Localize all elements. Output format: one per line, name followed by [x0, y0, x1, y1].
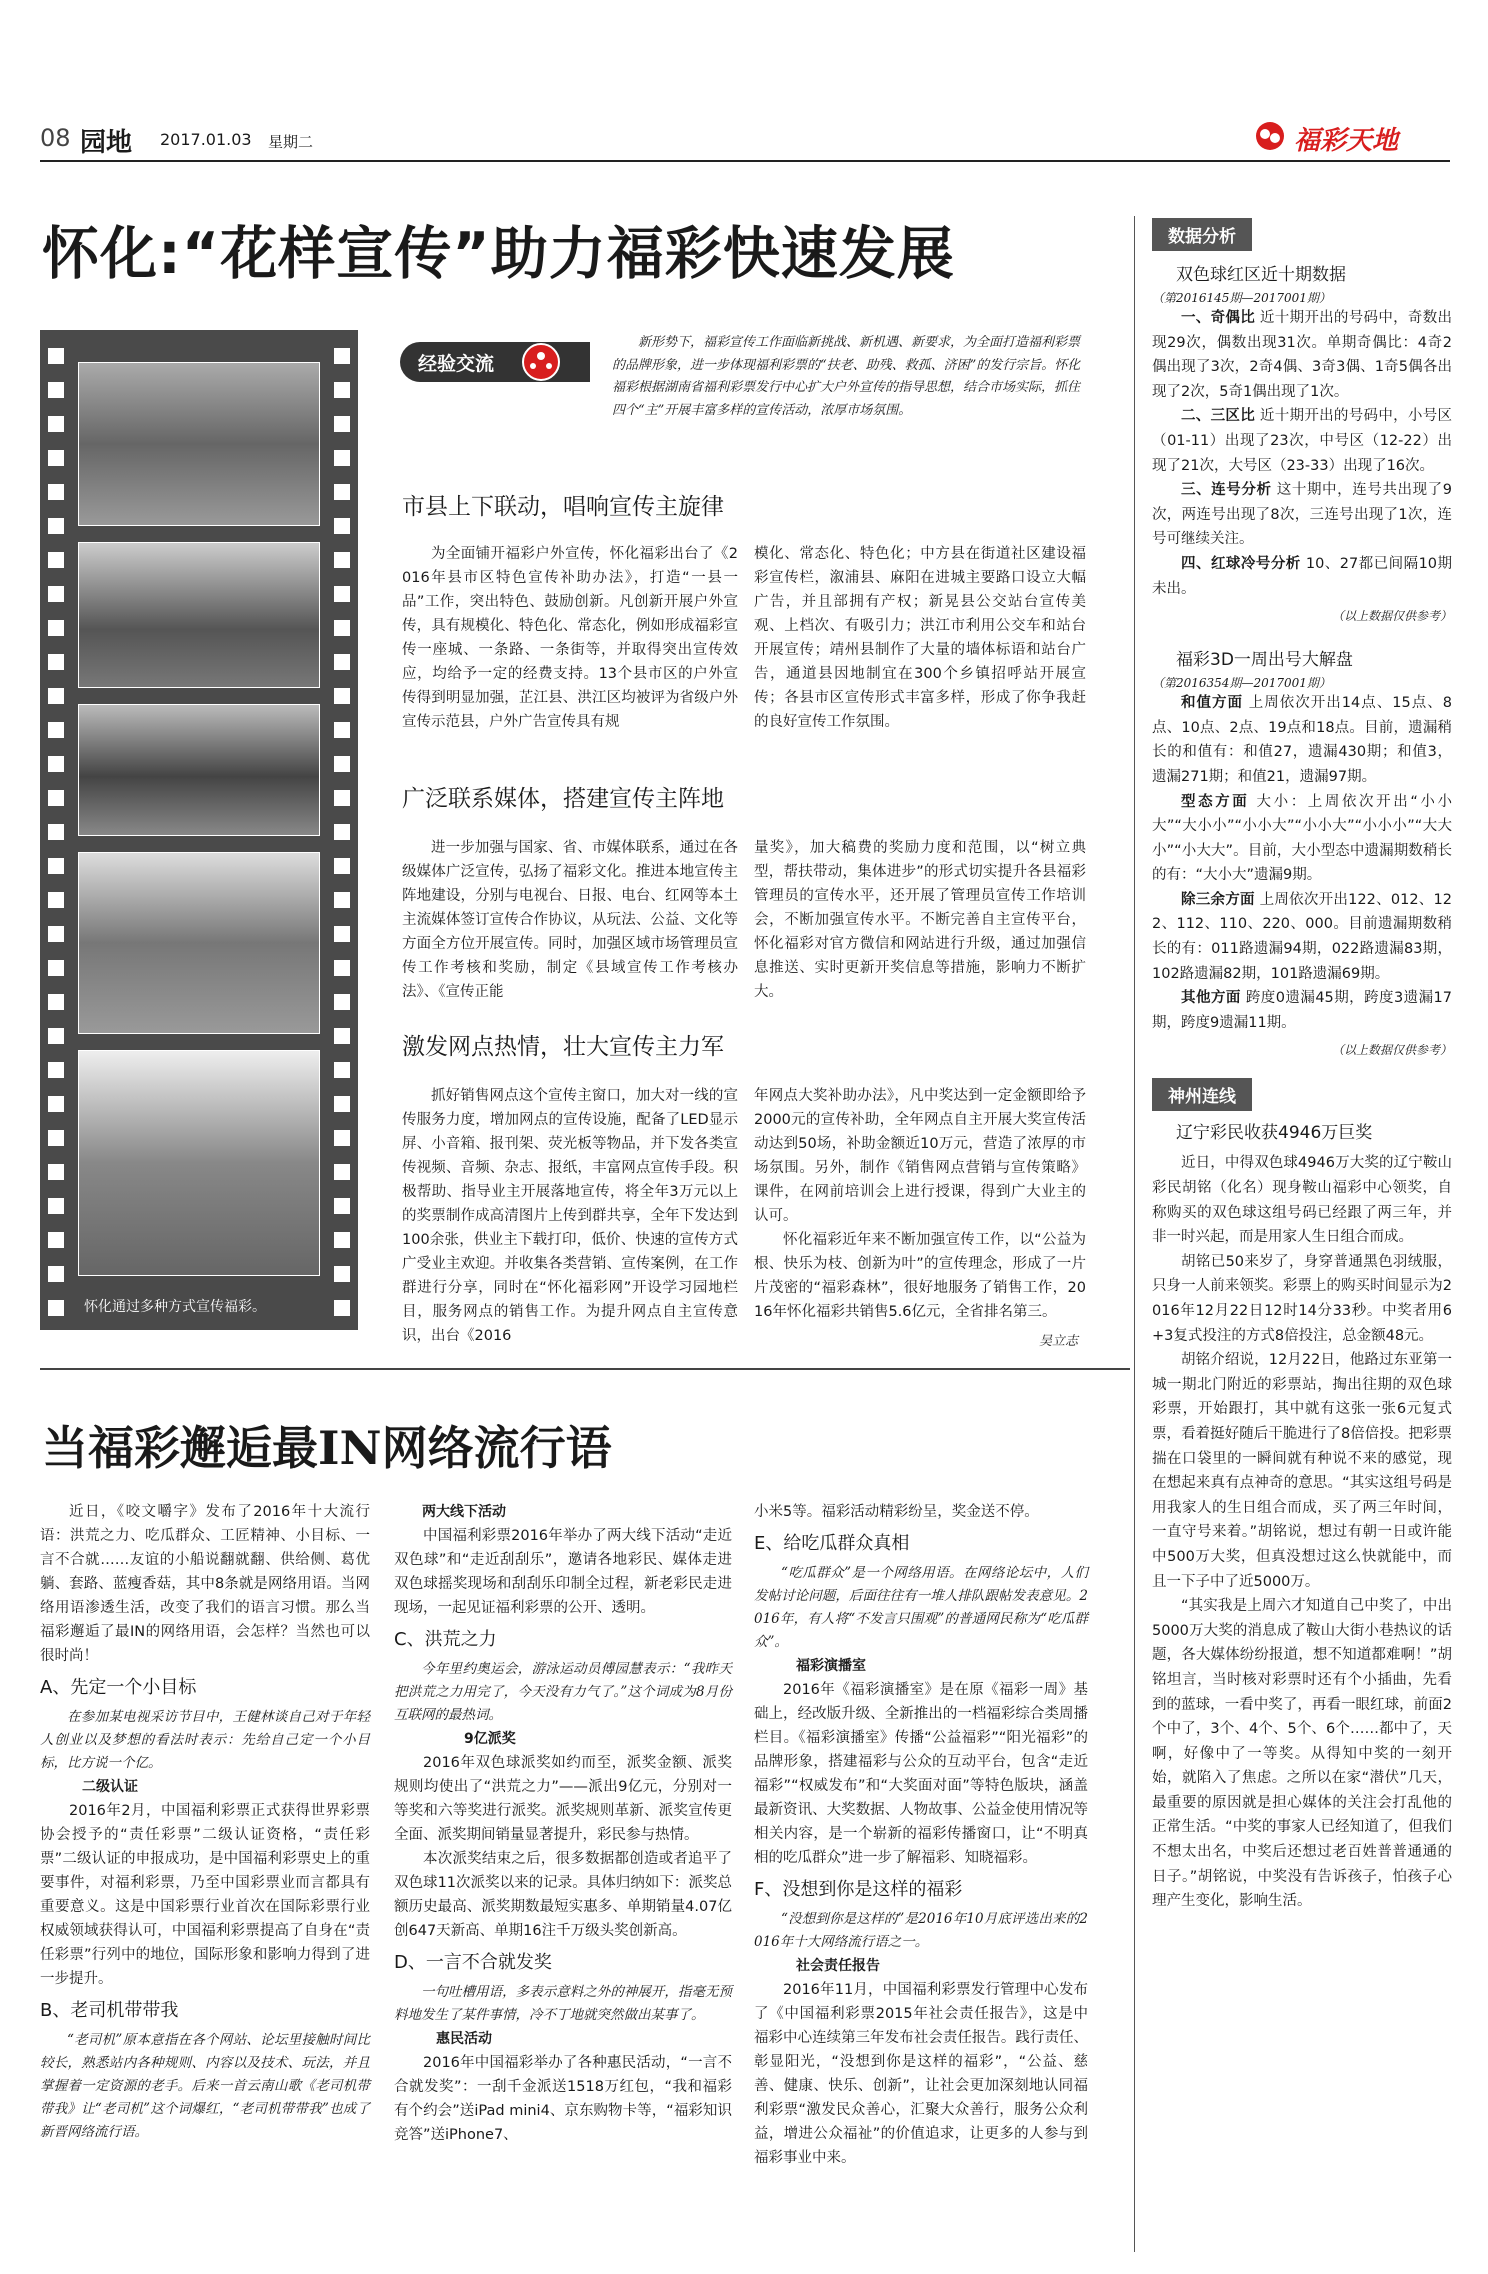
a2-body-c2: 本次派奖结束之后，很多数据都创造或者追平了双色球11次派奖以来的记录。具体归纳如下：派奖总额历史最高、派奖期数最短实惠多、单期销量4.07亿创647天新高、单期16注千万级头奖创新高。	[394, 1851, 732, 1939]
a2-item-text: 大小：上周依次开出“小小大”“大小小”“小小大”“小小大”“小小小”“大大小”“小大大”。目前，大小型态中遗漏期数稍长的有：“大小大”遗漏9期。	[1152, 793, 1453, 884]
film-holes-right	[334, 330, 350, 1330]
section2-left: 进一步加强与国家、省、市媒体联系，通过在各级媒体广泛宣传，弘扬了福彩文化。推进本地宣传主阵地建设，分别与电视台、日报、电台、红网等本土主流媒体签订宣传合作协议，从玩法、公益、文化等方面全方位开展宣传。同时，加强区域市场管理员宣传工作考核和奖励，制定《县域宣传工作考核办法》、《宣传正能	[402, 840, 738, 1000]
a3-para: 胡铭已50来岁了，身穿普通黑色羽绒服，只身一人前来领奖。彩票上的购买时间显示为2016年12月22日12时14分33秒。中奖者用6+3复式投注的方式8倍投注，总金额48元。	[1152, 1253, 1452, 1344]
a2-section-d: D、一言不合就发奖	[394, 1952, 552, 1973]
a2-item	[1152, 790, 1452, 888]
article2-col2	[394, 1500, 732, 2147]
a1-item-label: 二、三区比	[1181, 408, 1255, 425]
a2-item-label: 其他方面	[1181, 990, 1241, 1007]
a2-section-b: B、老司机带带我	[40, 2000, 179, 2021]
a2-sub-c: 9亿派奖	[464, 1731, 516, 1747]
photo-bus-stop	[78, 542, 320, 688]
a2-section-f: F、没想到你是这样的福彩	[754, 1879, 963, 1900]
a2-sub-f: 社会责任报告	[796, 1958, 880, 1974]
article2-col1	[40, 1500, 370, 2144]
a2-item-label: 型态方面	[1181, 793, 1250, 810]
a2-body-cont: 小米5等。福彩活动精彩纷呈，奖金送不停。	[754, 1504, 1039, 1520]
a1-item	[1152, 478, 1452, 552]
a1-item	[1152, 306, 1452, 404]
a2-subtitle: （第2016354期—2017001期）	[1152, 676, 1331, 691]
a1-item	[1152, 552, 1452, 601]
a3-para: 胡铭介绍说，12月22日，他路过东亚第一城一期北门附近的彩票站，掏出往期的双色球彩票，开始跟打，其中就有这张一张6元复式票，看着挺好随后干脆进行了8倍倍投。把彩票揣在口袋里的一瞬间就有种说不来的感觉，现在想起来真有点神奇的意思。“其实这组号码是用我家人的生日组合而成，买了两三年时间，一直守号来着。”胡铭说，想过有朝一日或许能中500万大奖，但真没想过这么快就能中，而且一下子中了近5000万。	[1152, 1352, 1452, 1590]
brand-name: 福彩天地	[1294, 126, 1399, 156]
a2-item	[1152, 986, 1452, 1035]
section2-title: 广泛联系媒体，搭建宣传主阵地	[402, 786, 724, 812]
a2-item-label: 除三余方面	[1181, 891, 1255, 908]
photo-caption: 怀化通过多种方式宣传福彩。	[84, 1299, 266, 1315]
a2-sub-offline: 两大线下活动	[422, 1504, 506, 1520]
a2-note: （以上数据仅供参考）	[1331, 1043, 1452, 1058]
a1-item-text: 这十期中，连号共出现了9次，两连号出现了8次，三连号出现了1次，连号可继续关注。	[1152, 482, 1453, 548]
article-divider	[40, 1368, 1130, 1370]
tag-label: 经验交流	[418, 353, 495, 375]
a2-body-c1: 2016年双色球派奖如约而至，派奖金额、派奖规则均使出了“洪荒之力”——派出9亿元，分别对一等奖和六等奖进行派奖。派奖规则革新、派奖宣传更全面、派奖期间销量显著提升，彩民参与热情。	[394, 1755, 732, 1843]
a2-body-d: 2016年中国福彩举办了各种惠民活动，“一言不合就发奖”：一刮千金派送1518万红包，“我和福彩有个约会”送iPad mini4、京东购物卡等，“福彩知识竞答”送iPhone7、	[394, 2055, 732, 2143]
article1-title: 怀化:“花样宣传”助力福彩快速发展	[42, 221, 955, 287]
a2-body-e: 2016年《福彩演播室》是在原《福彩一周》基础上，经改版升级、全新推出的一档福彩综合类周播栏目。《福彩演播室》传播“公益福彩”“阳光福彩”的品牌形象，搭建福彩与公众的互动平台，包含“走近福彩”“权威发布”和“大奖面对面”等特色版块，涵盖最新资讯、大奖数据、人物故事、公益金使用情况等相关内容，是一个崭新的福彩传播窗口，让“不明真相的吃瓜群众”进一步了解福彩、知晓福彩。	[754, 1682, 1088, 1866]
a2-italic-b: “老司机”原本意指在各个网站、论坛里接触时间比较长，熟悉站内各种规则、内容以及技术、玩法，并且掌握着一定资源的老手。后来一首云南山歌《老司机带带我》让“老司机”这个词爆红，“老司机带带我”也成了新晋网络流行语。	[40, 2032, 370, 2140]
a1-item-text: 近十期开出的号码中，小号区（01-11）出现了23次，中号区（12-22）出现了21次，大号区（23-33）出现了16次。	[1152, 408, 1453, 474]
a2-section-e: E、给吃瓜群众真相	[754, 1533, 910, 1554]
article1-author: 吴立志	[1038, 1334, 1078, 1349]
sidebar-header-data: 数据分析	[1152, 218, 1252, 251]
a2-item-text: 跨度0遗漏45期，跨度3遗漏17期，跨度9遗漏11期。	[1152, 990, 1453, 1031]
a2-body-a: 2016年2月，中国福利彩票正式获得世界彩票协会授予的“责任彩票”二级认证资格，“责任彩票”二级认证的申报成功，是中国福利彩票史上的重要事件，对福利彩票，乃至中国彩票业而言都具有重要意义。这是中国彩票行业首次在国际彩票行业权威领域获得认可，中国福利彩票提高了自身在“责任彩票”行列中的地位，国际形象和影响力得到了进一步提升。	[40, 1803, 370, 1987]
a2-italic-f: “没想到你是这样的”是2016年10月底评选出来的2016年十大网络流行语之一。	[754, 1911, 1088, 1950]
section2-right: 量奖》，加大稿费的奖励力度和范围，以“树立典型，帮扶带动，集体进步”的形式切实提升各县福彩管理员的宣传水平，还开展了管理员宣传工作培训会，不断加强宣传水平。不断完善自主宣传平台，怀化福彩对官方微信和网站进行升级，通过加强信息推送、实时更新开奖信息等措施，影响力不断扩大。	[754, 840, 1086, 1000]
a2-title: 福彩3D一周出号大解盘	[1176, 650, 1353, 671]
article2-col3	[754, 1500, 1088, 2170]
a3-para: 近日，中得双色球4946万大奖的辽宁鞍山彩民胡铭（化名）现身鞍山福彩中心领奖，自称购买的双色球这组号码已经跟了两三年，并非一时兴起，而是用家人生日组合而成。	[1152, 1155, 1452, 1246]
a2-item	[1152, 888, 1452, 986]
a1-item-label: 一、奇偶比	[1181, 310, 1255, 326]
a2-section-c: C、洪荒之力	[394, 1629, 497, 1650]
section3-left: 抓好销售网点这个宣传主窗口，加大对一线的宣传服务力度，增加网点的宣传设施，配备了LED显示屏、小音箱、报刊架、荧光板等物品，并下发各类宣传视频、音频、杂志、报纸，丰富网点宣传手段。积极帮助、指导业主开展落地宣传，将全年3万元以上的奖票制作成高清图片上传到群共享，全年下发达到100余张，供业主下载打印，低价、快速的宣传方式广受业主欢迎。并收集各类营销、宣传案例，在工作群进行分享，同时在“怀化福彩网”开设学习园地栏目，服务网点的销售工作。为提升网点自主宣传意识，出台《2016	[402, 1088, 738, 1344]
a2-italic-d: 一句吐槽用语，多表示意料之外的神展开，指毫无预料地发生了某件事情，冷不丁地就突然做出某事了。	[394, 1984, 732, 2023]
a3-para: “其实我是上周六才知道自己中奖了，中出5000万大奖的消息成了鞍山大街小巷热议的话题，各大媒体纷纷报道，想不知道都难啊！”胡铭坦言，当时核对彩票时还有个小插曲，先看到的蓝球，一看中奖了，再看一眼红球，前面2个中了，3个、4个、5个、6个……都中了，天啊，好像中了一等奖。从得知中奖的一刻开始，就陷入了焦虑。之所以在家“潜伏”几天，最重要的原因就是担心媒体的关注会打乱他的正常生活。“中奖的事家人已经知道了，但我们不想太出名，中奖后还想过老百姓普普通通的日子。”胡铭说，中奖没有告诉孩子，怕孩子心理产生变化，影响生活。	[1152, 1598, 1452, 1910]
experience-tag	[400, 342, 590, 382]
a2-italic-c: 今年里约奥运会，游泳运动员傅园慧表示：“我昨天把洪荒之力用完了，今天没有力气了。”这个词成为8月份互联网的最热词。	[394, 1661, 732, 1723]
a2-body-f: 2016年11月，中国福利彩票发行管理中心发布了《中国福利彩票2015年社会责任报告》，这是中福彩中心连续第三年发布社会责任报告。践行责任、彰显阳光，“没想到你是这样的福彩”，“公益、慈善、健康、快乐、创新”，让社会更加深刻地认同福利彩票“激发民众善心，汇聚大众善行，服务公众利益，增进公众福祉”的价值追求，让更多的人参与到福彩事业中来。	[754, 1982, 1088, 2166]
section3-right	[754, 1084, 1086, 1355]
a2-section-a: A、先定一个小目标	[40, 1677, 197, 1698]
a1-item-text: 近十期开出的号码中，奇数出现29次，偶数出现31次。单期奇偶比：4奇2偶出现了3次，2奇4偶、3奇3偶、1奇5偶各出现了2次，5奇1偶出现了1次。	[1152, 310, 1453, 400]
a1-item-label: 三、连号分析	[1181, 482, 1272, 499]
people-icon	[522, 343, 560, 381]
section3-title: 激发网点热情，壮大宣传主力军	[402, 1034, 724, 1060]
a2-sub-e: 福彩演播室	[796, 1658, 866, 1674]
a2-italic-a: 在参加某电视采访节目中，王健林谈自己对于年轻人创业以及梦想的看法时表示：先给自己定一个小目标，比方说一个亿。	[40, 1709, 370, 1771]
section-name: 园地	[80, 128, 133, 158]
sidebar	[1152, 218, 1452, 1914]
photo-bus	[78, 704, 320, 836]
section1-right: 模化、常态化、特色化；中方县在街道社区建设福彩宣传栏，溆浦县、麻阳在进城主要路口设立大幅广告，并且部拥有产权；新晃县公交站台宣传美观、上档次、有吸引力；洪江市利用公交车和站台开展宣传；靖州县制作了大量的墙体标语和站台广告，通道县因地制宜在300个乡镇招呼站开展宣传；各县市区宣传形式丰富多样，形成了你争我赶的良好宣传工作氛围。	[754, 546, 1086, 730]
a3-title: 辽宁彩民收获4946万巨奖	[1176, 1123, 1373, 1144]
a2-item-text: 上周依次开出122、012、122、112、110、220、000。目前遗漏期数稍长的有：011路遗漏94期，022路遗漏83期，102路遗漏82期，101路遗漏69期。	[1152, 891, 1453, 982]
sidebar-divider	[1134, 216, 1135, 2252]
a1-note: （以上数据仅供参考）	[1331, 609, 1452, 624]
article1-intro: 新形势下，福彩宣传工作面临新挑战、新机遇、新要求，为全面打造福利彩票的品牌形象，进一步体现福利彩票的“扶老、助残、救孤、济困”的发行宗旨。怀化福彩根据湖南省福利彩票发行中心扩大户外宣传的指导思想，结合市场实际，抓住四个“主”开展丰富多样的宣传活动，浓厚市场氛围。	[612, 335, 1081, 418]
a2-item-label: 和值方面	[1181, 695, 1244, 712]
a2-sub-a: 二级认证	[82, 1779, 138, 1795]
a2-intro: 近日，《咬文嚼字》发布了2016年十大流行语：洪荒之力、吃瓜群众、工匠精神、小目标、一言不合就……友谊的小船说翻就翻、供给侧、葛优躺、套路、蓝瘦香菇，其中8条就是网络用语。当网络用语渗透生活，改变了我们的语言习惯。那么当福彩邂逅了最IN的网络用语，会怎样？当然也可以很时尚！	[40, 1504, 370, 1664]
a1-title: 双色球红区近十期数据	[1176, 265, 1346, 285]
page-header	[40, 118, 1450, 162]
photo-billboard	[78, 362, 320, 526]
a1-subtitle: （第2016145期—2017001期）	[1152, 291, 1331, 305]
section3-right-p2: 怀化福彩近年来不断加强宣传工作，以“公益为根、快乐为枝、创新为叶”的宣传理念，形成了一片片茂密的“福彩森林”，很好地服务了销售工作，2016年怀化福彩共销售5.6亿元，全省排名第三。	[754, 1232, 1086, 1320]
section1-title: 市县上下联动，唱响宣传主旋律	[402, 494, 724, 520]
a1-item-label: 四、红球冷号分析	[1181, 555, 1301, 572]
a2-sub-d: 惠民活动	[436, 2031, 492, 2047]
a1-item-text: 10、27都已间隔10期未出。	[1152, 555, 1453, 597]
sidebar-header-news: 神州连线	[1152, 1078, 1252, 1111]
photo-wall-ad	[78, 852, 320, 1034]
page-number: 08	[40, 124, 71, 152]
weekday: 星期二	[268, 133, 314, 151]
a2-list	[1152, 691, 1452, 1035]
section1-left: 为全面铺开福彩户外宣传，怀化福彩出台了《2016年县市区特色宣传补助办法》，打造“一县一品”工作，突出特色、鼓励创新。凡创新开展户外宣传，具有规模化、特色化、常态化，例如形成福彩宣传一座城、一条路、一条街等，并取得突出宣传效应，均给予一定的经费支持。13个县市区的户外宣传得到明显加强，芷江县、洪江区均被评为省级户外宣传示范县，户外广告宣传具有规	[402, 546, 738, 730]
a1-item	[1152, 404, 1452, 478]
a2-item-text: 上周依次开出14点、15点、8点、10点、2点、19点和18点。目前，遗漏稍长的和值有：和值27，遗漏430期；和值3，遗漏271期；和值21，遗漏97期。	[1152, 695, 1452, 785]
film-holes-left	[48, 330, 64, 1330]
a2-item	[1152, 691, 1452, 789]
article2-title: 当福彩邂逅最IN网络流行语	[42, 1421, 612, 1475]
brand-logo-icon	[1250, 118, 1290, 154]
a1-list	[1152, 306, 1452, 601]
a2-body-offline: 中国福利彩票2016年举办了两大线下活动“走近双色球”和“走近刮刮乐”，邀请各地彩民、媒体走进双色球摇奖现场和刮刮乐印制全过程，新老彩民走进现场，一起见证福利彩票的公开、透明。	[394, 1528, 732, 1616]
section3-right-p1: 年网点大奖补助办法》，凡中奖达到一定金额即给予2000元的宣传补助，全年网点自主开展大奖宣传活动达到50场，补助金额近10万元，营造了浓厚的市场氛围。另外，制作《销售网点营销与宣传策略》课件，在网前培训会上进行授课，得到广大业主的认可。	[754, 1088, 1086, 1224]
photo-riverside-board	[78, 1050, 320, 1276]
a2-italic-e: “吃瓜群众”是一个网络用语。在网络论坛中，人们发帖讨论问题，后面往往有一堆人排队跟帖发表意见。2016年，有人将“不发言只围观”的普通网民称为“吃瓜群众”。	[754, 1565, 1088, 1650]
issue-date: 2017.01.03	[160, 130, 252, 149]
